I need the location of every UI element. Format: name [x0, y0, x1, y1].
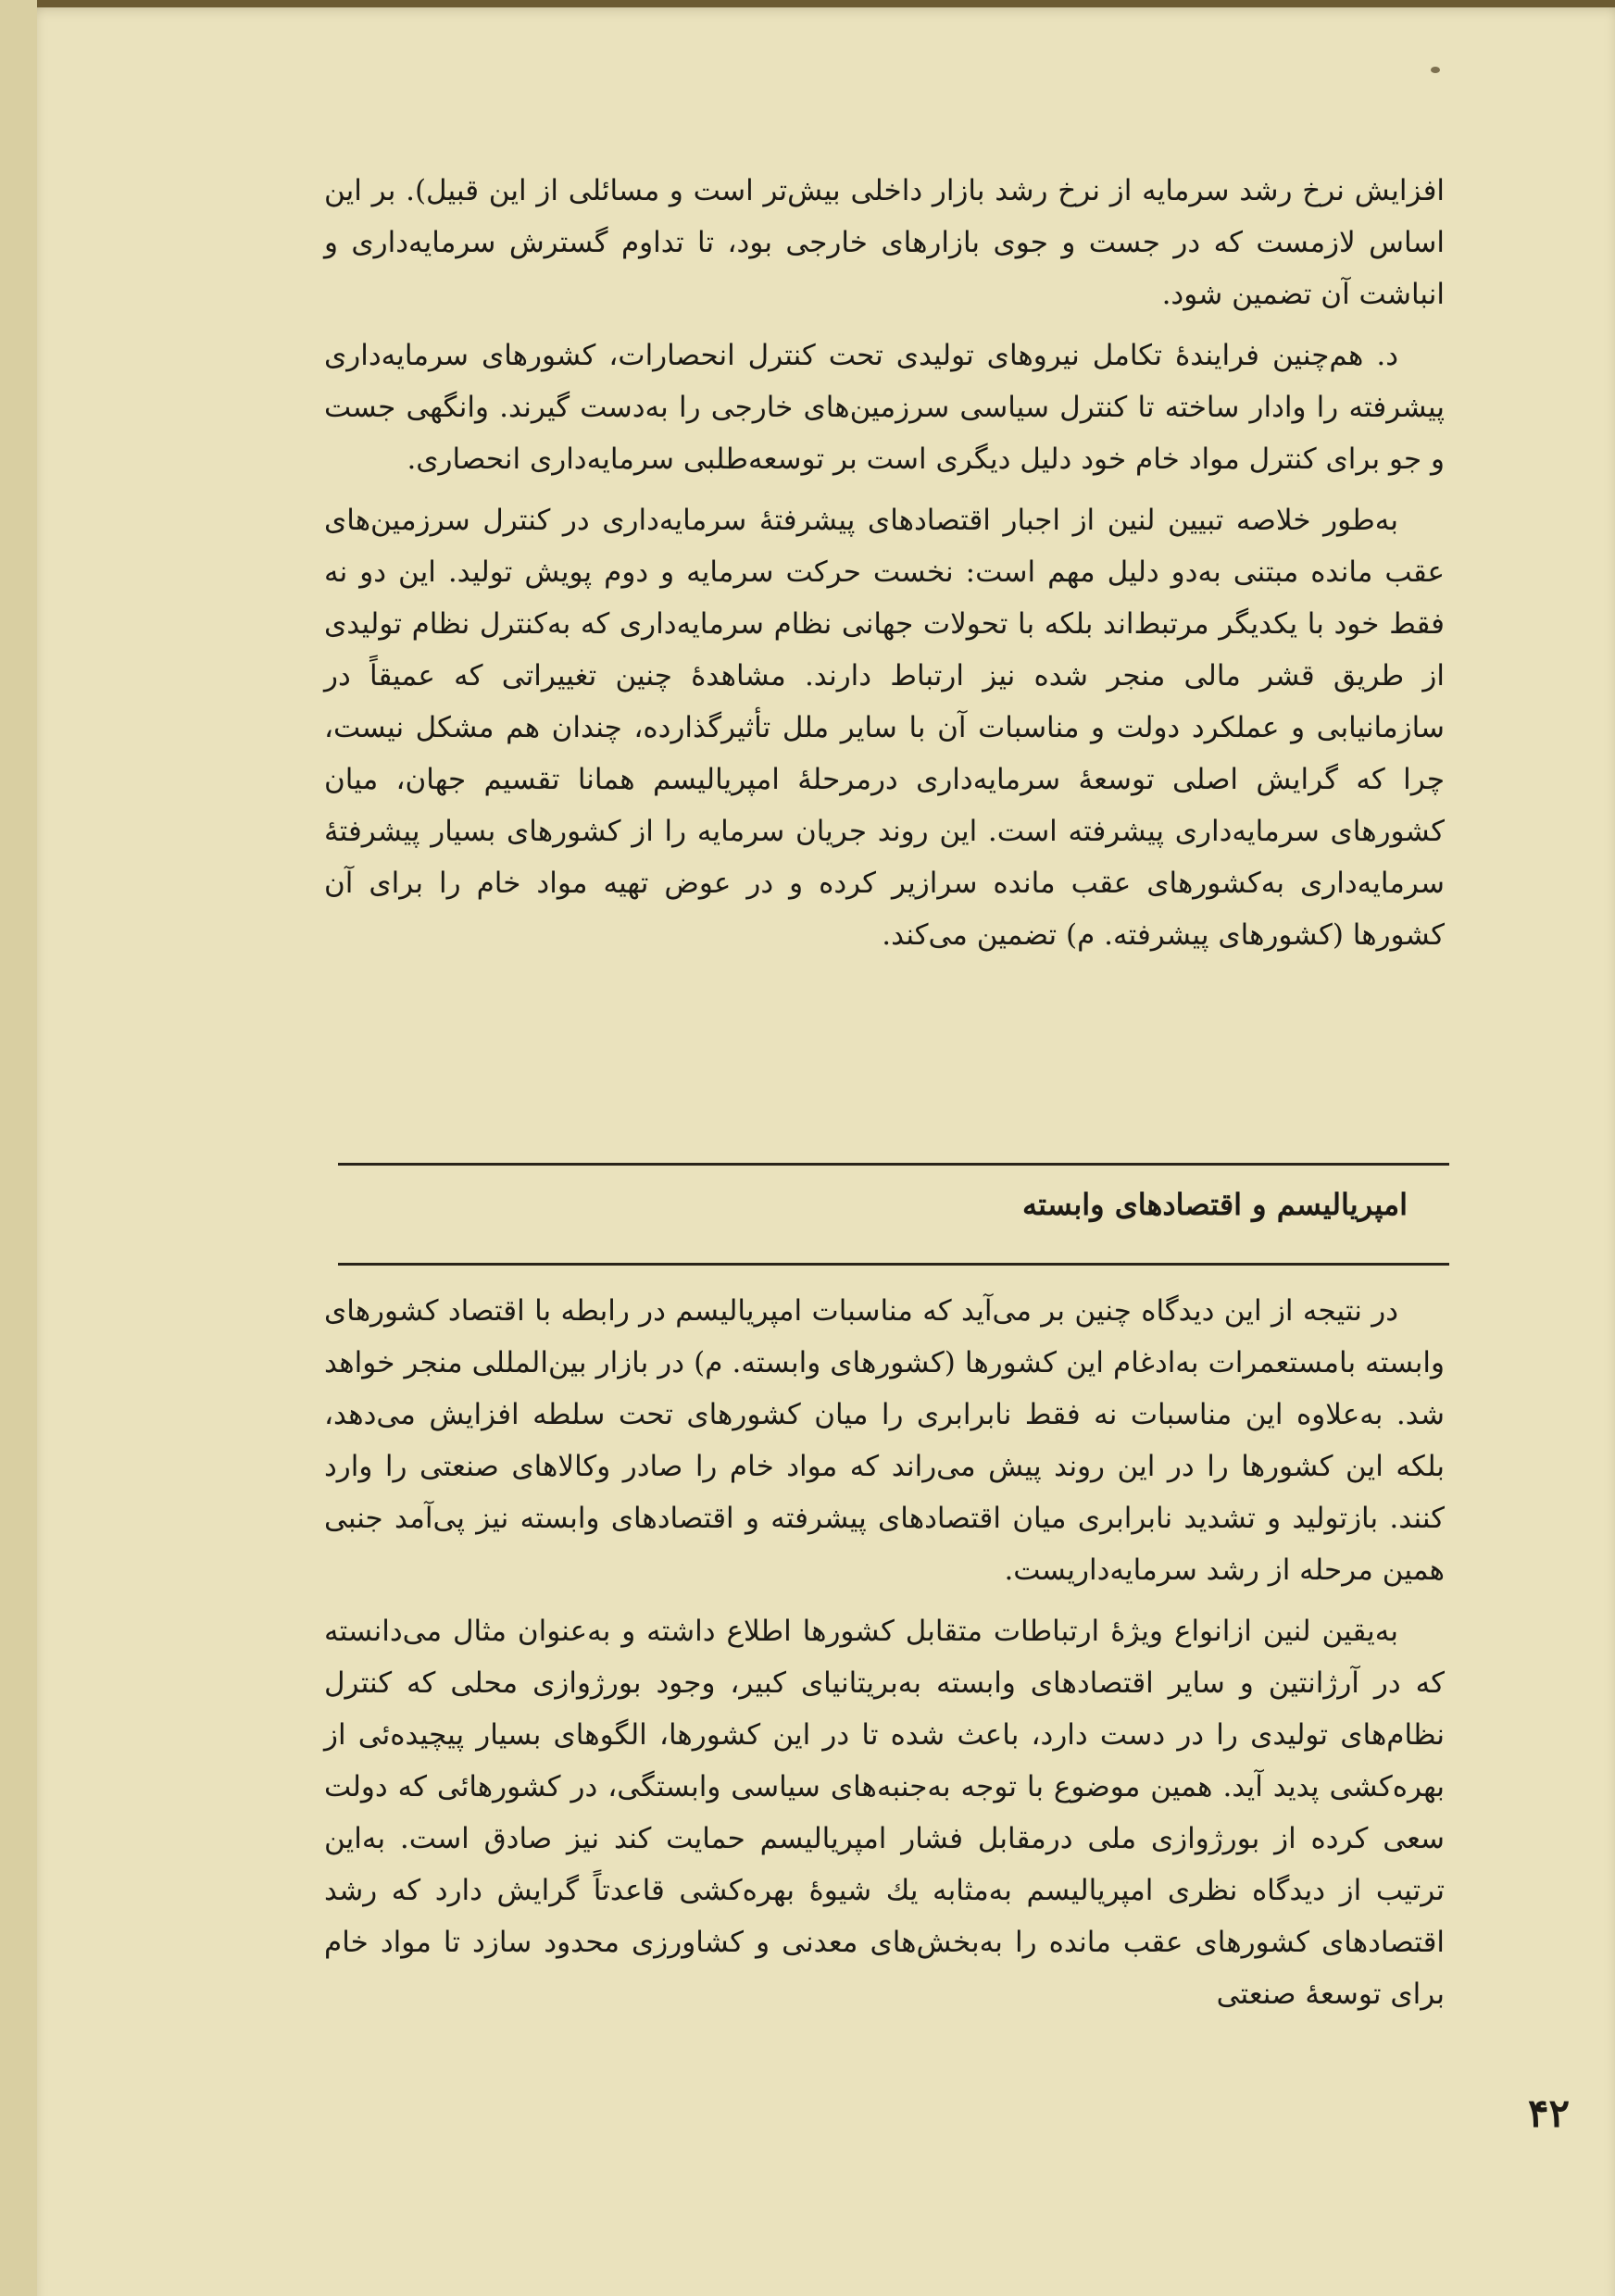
ink-speck	[1431, 67, 1440, 73]
text-section-1	[324, 165, 1445, 961]
heading-rule-bottom	[338, 1263, 1449, 1266]
book-page	[37, 0, 1615, 2296]
heading-rule-top	[338, 1163, 1449, 1166]
paragraph: در نتیجه از این دیدگاه چنین بر می‌آید که مناسبات امپریالیسم در رابطه با اقتصاد کشورهای وابسته بامستعمرات به‌ادغام این کشورها (کشورهای وابسته. م) در بازار بین‌المللی منجر خواهد شد. به‌علاوه این مناسبات نه فقط نابرابری را میان کشورهای تحت سلطه افزایش می‌دهد، بلکه این کشورها را در این روند پیش می‌راند که مواد خام را صادر وکالاهای صنعتی را وارد کنند. بازتولید و تشدید نابرابری میان اقتصادهای پیشرفته و اقتصادهای وابسته نیز پی‌آمد جنبی همین مرحله از رشد سرمایه‌داریست.	[324, 1294, 1445, 1587]
page-number: ۴۲	[1528, 2090, 1571, 2136]
section-heading: امپریالیسم و اقتصادهای وابسته	[1022, 1187, 1408, 1222]
paragraph: افزایش نرخ رشد سرمایه از نرخ رشد بازار داخلی بیش‌تر است و مسائلی از این قبیل). بر این اساس لازمست که در جست و جوی بازارهای خارجی بود، تا تداوم گسترش سرمایه‌داری و انباشت آن تضمین شود.	[324, 174, 1445, 311]
paragraph: به‌یقین لنین ازانواع ویژهٔ ارتباطات متقابل کشورها اطلاع داشته و به‌عنوان مثال می‌دانسته که در آرژانتین و سایر اقتصادهای وابسته به‌بریتانیای کبیر، وجود بورژوازی محلی که کنترل نظام‌های تولیدی را در دست دارد، باعث شده تا در این کشورها، الگوهای بسیار پیچیده‌ئی از بهره‌کشی پدید آید. همین موضوع با توجه به‌جنبه‌های سیاسی وابستگی، در کشورهائی که دولت سعی کرده از بورژوازی ملی درمقابل فشار امپریالیسم حمایت کند نیز صادق است. به‌این ترتیب از دیدگاه نظری امپریالیسم به‌مثابه یك شیوهٔ بهره‌کشی قاعدتاً گرایش دارد که رشد اقتصادهای کشورهای عقب مانده را به‌بخش‌های معدنی و کشاورزی محدود سازد تا مواد خام برای توسعهٔ صنعتی	[324, 1615, 1445, 2011]
paragraph: د. هم‌چنین فرایندهٔ تکامل نیروهای تولیدی تحت کنترل انحصارات، کشورهای سرمایه‌داری پیشرفته را وادار ساخته تا کنترل سیاسی سرزمین‌های خارجی را به‌دست گیرند. وانگهی جست و جو برای کنترل مواد خام خود دلیل دیگری است بر توسعه‌طلبی سرمایه‌داری انحصاری.	[324, 339, 1445, 476]
page-top-edge	[37, 0, 1615, 7]
text-section-2	[324, 1285, 1445, 2020]
paragraph: به‌طور خلاصه تبیین لنین از اجبار اقتصادهای پیشرفتهٔ سرمایه‌داری در کنترل سرزمین‌های عقب مانده مبتنی به‌دو دلیل مهم است: نخست حرکت سرمایه و دوم پویش تولید. این دو نه فقط خود با یکدیگر مرتبط‌اند بلکه با تحولات جهانی نظام سرمایه‌داری که به‌کنترل نظام تولیدی از طریق قشر مالی منجر شده نیز ارتباط دارند. مشاهدهٔ چنین تغییراتی که عمیقاً در سازمانیابی و عملکرد دولت و مناسبات آن با سایر ملل تأثیرگذارده، چندان هم مشکل نیست، چرا که گرایش اصلی توسعهٔ سرمایه‌داری درمرحلهٔ امپریالیسم همانا تقسیم جهان، میان کشورهای سرمایه‌داری پیشرفته است. این روند جریان سرمایه را از کشورهای بسیار پیشرفتهٔ سرمایه‌داری به‌کشورهای عقب مانده سرازیر کرده و در عوض تهیه مواد خام را برای آن کشورها (کشورهای پیشرفته. م) تضمین می‌کند.	[324, 504, 1445, 952]
